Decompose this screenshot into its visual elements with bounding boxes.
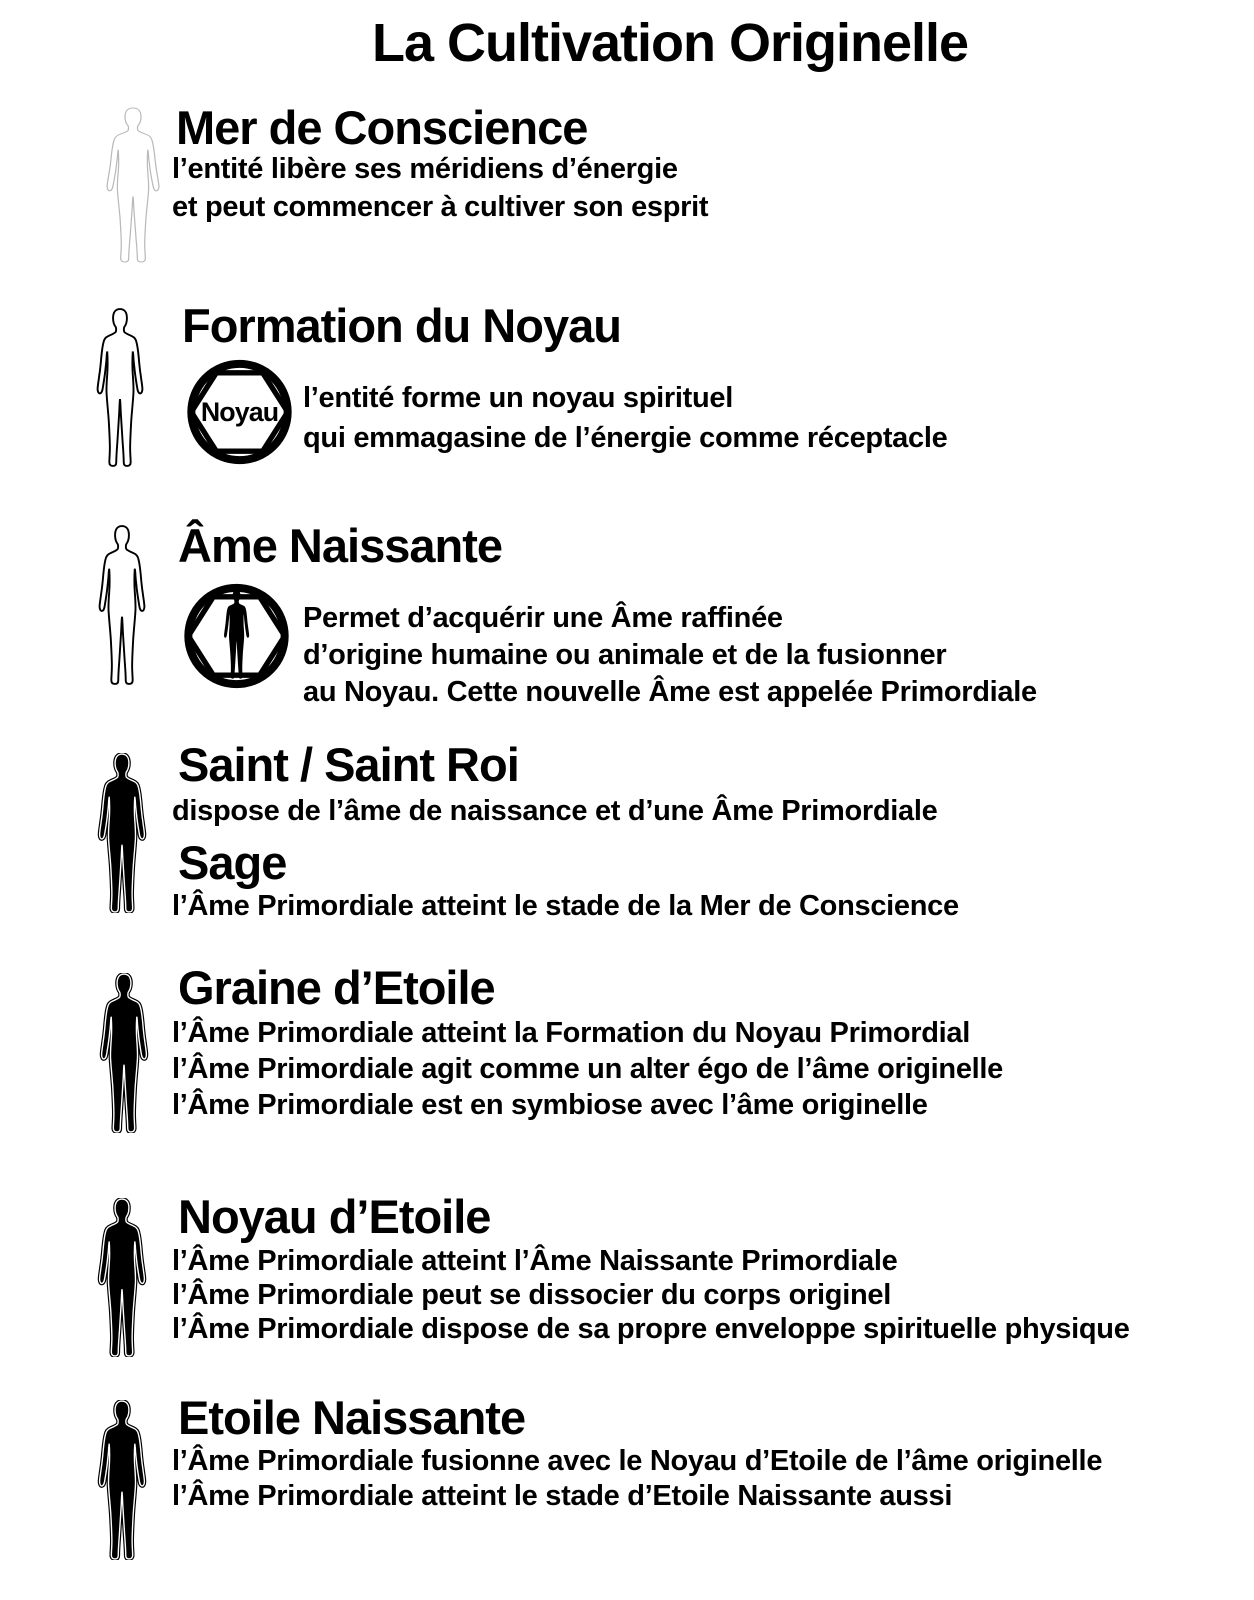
section-description-sage bbox=[172, 888, 959, 924]
description-line: d’origine humaine ou animale et de la fusionner bbox=[303, 639, 947, 671]
description-line: l’Âme Primordiale est en symbiose avec l’âme originelle bbox=[172, 1089, 928, 1121]
description-line: l’Âme Primordiale atteint le stade de la Mer de Conscience bbox=[172, 890, 959, 922]
human-figure-stage-5 bbox=[92, 973, 156, 1133]
description-line: l’Âme Primordiale atteint l’Âme Naissante Primordiale bbox=[172, 1245, 898, 1277]
icon-soul-figure bbox=[224, 590, 249, 678]
human-figure-stage-3 bbox=[90, 525, 154, 685]
description-line: qui emmagasine de l’énergie comme réceptacle bbox=[303, 422, 948, 454]
description-line: au Noyau. Cette nouvelle Âme est appelée Primordiale bbox=[303, 676, 1037, 708]
description-line: l’Âme Primordiale agit comme un alter égo de l’âme originelle bbox=[172, 1053, 1003, 1085]
section-description-formation-du-noyau bbox=[303, 378, 947, 458]
section-description-ame-naissante bbox=[303, 600, 1037, 711]
section-description-mer-de-conscience bbox=[172, 150, 708, 226]
section-title-sage: Sage bbox=[178, 836, 287, 889]
description-line: l’Âme Primordiale atteint le stade d’Etoile Naissante aussi bbox=[172, 1480, 953, 1512]
section-title-noyau-detoile: Noyau d’Etoile bbox=[178, 1190, 491, 1243]
human-silhouette-light bbox=[107, 108, 159, 262]
section-description-saint-saint-roi bbox=[172, 793, 937, 829]
human-figure-stage-2 bbox=[88, 308, 152, 467]
description-line: et peut commencer à cultiver son esprit bbox=[172, 191, 709, 223]
human-silhouette-outline bbox=[100, 526, 145, 684]
human-silhouette-outline bbox=[98, 309, 143, 466]
description-line: dispose de l’âme de naissance et d’une Âme Primordiale bbox=[172, 795, 938, 827]
human-figure-stage-4 bbox=[90, 753, 154, 913]
icon-label: Noyau bbox=[200, 396, 279, 427]
noyau-hexagon-icon bbox=[186, 358, 293, 466]
section-description-graine-detoile bbox=[172, 1015, 1003, 1123]
description-line: l’Âme Primordiale atteint la Formation du Noyau Primordial bbox=[172, 1017, 970, 1049]
section-title-etoile-naissante: Etoile Naissante bbox=[178, 1391, 526, 1444]
description-line: l’Âme Primordiale dispose de sa propre enveloppe spirituelle physique bbox=[172, 1313, 1130, 1345]
human-figure-stage-7 bbox=[90, 1400, 154, 1560]
section-title-mer-de-conscience: Mer de Conscience bbox=[176, 101, 588, 154]
section-description-etoile-naissante bbox=[172, 1444, 1102, 1514]
soul-in-hexagon-icon bbox=[183, 582, 290, 690]
description-line: l’entité forme un noyau spirituel bbox=[303, 382, 733, 414]
description-line: Permet d’acquérir une Âme raffinée bbox=[303, 602, 783, 634]
section-title-graine-detoile: Graine d’Etoile bbox=[178, 961, 495, 1014]
human-figure-stage-1 bbox=[96, 107, 170, 263]
section-title-saint-saint-roi: Saint / Saint Roi bbox=[178, 738, 519, 791]
page-title: La Cultivation Originelle bbox=[371, 13, 969, 73]
section-description-noyau-detoile bbox=[172, 1244, 1130, 1346]
description-line: l’Âme Primordiale fusionne avec le Noyau d’Etoile de l’âme originelle bbox=[172, 1445, 1103, 1477]
section-title-ame-naissante: Âme Naissante bbox=[178, 519, 502, 572]
description-line: l’Âme Primordiale peut se dissocier du corps originel bbox=[172, 1279, 891, 1311]
description-line: l’entité libère ses méridiens d’énergie bbox=[172, 153, 678, 185]
human-figure-stage-6 bbox=[90, 1198, 154, 1357]
section-title-formation-du-noyau: Formation du Noyau bbox=[182, 299, 621, 352]
